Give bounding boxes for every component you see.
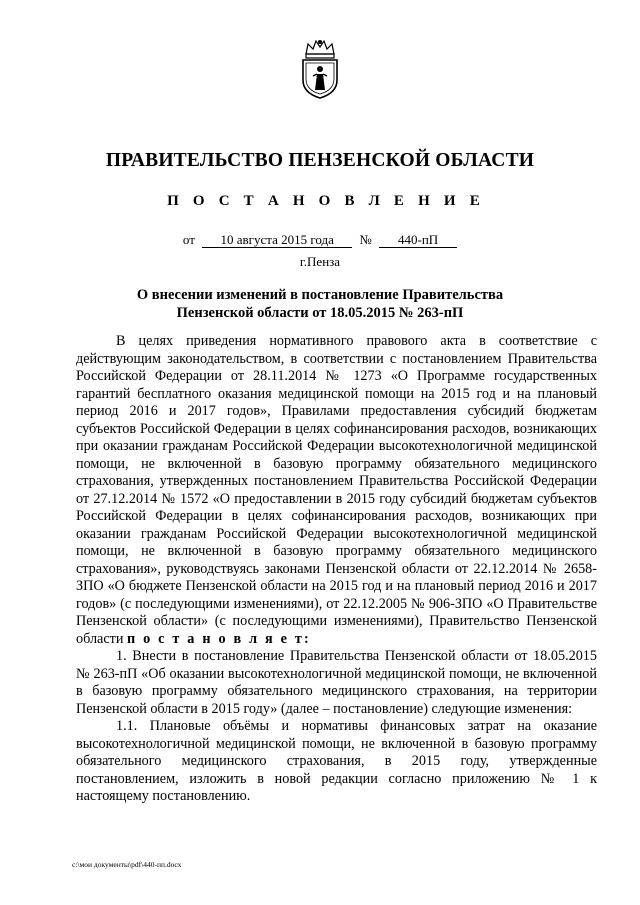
date-number-line bbox=[0, 232, 640, 248]
document-number: 440-пП bbox=[379, 233, 457, 248]
document-body bbox=[76, 333, 597, 806]
city: г.Пенза bbox=[299, 254, 341, 269]
subject-line-2: Пензенской области от 18.05.2015 № 263-пП bbox=[176, 304, 464, 321]
paragraph-preamble bbox=[76, 333, 597, 648]
paragraph-1-1: 1.1. Плановые объёмы и нормативы финансовых затрат на оказание высокотехнологичной медицинской помощи, не включенной в базовую программу обязательного медицинского страхования, в 2015 году, утвержденные постановлением, изложить в новой редакции согласно приложению № 1 к настоящему постановлению. bbox=[76, 718, 597, 804]
resolves-keyword: п о с т а н о в л я е т: bbox=[126, 630, 311, 647]
preamble-text: В целях приведения нормативного правового акта в соответствие с действующим законодательством, в соответствии с постановлением Правительства Российской Федерации от 28.11.2014 № 1273 «О Программе государственных гарантий бесплатного оказания медицинской помощи на 2015 год и на плановый период 2016 и 2017 годов», Правилами предоставления субсидий бюджетам субъектов Российской Федерации в целях софинансирования расходов, возникающих при оказании гражданам Российской Федерации высокотехнологичной медицинской помощи, не включенной в базовую программу обязательного медицинского страхования, утвержденных постановлением Правительства Российской Федерации от 27.12.2014 № 1572 «О предоставлении в 2015 году субсидий бюджетам субъектов Российской Федерации в целях софинансирования расходов, возникающих при оказании гражданам Российской Федерации высокотехнологичной медицинской помощи, не включенной в базовую программу обязательного медицинского страхования», руководствуясь законами Пензенской области от 22.12.2014 № 2658-ЗПО «О бюджете Пензенской области на 2015 год и на плановый период 2016 и 2017 годов» (с последующими изменениями), от 22.12.2005 № 906-ЗПО «О Правительстве Пензенской области» (с последующими изменениями), Правительство Пензенской области bbox=[76, 333, 597, 647]
government-title: ПРАВИТЕЛЬСТВО ПЕНЗЕНСКОЙ ОБЛАСТИ bbox=[105, 150, 535, 171]
coat-of-arms-icon bbox=[296, 38, 344, 100]
subject-line-1: О внесении изменений в постановление Правительства bbox=[136, 287, 504, 303]
document-type: П О С Т А Н О В Л Е Н И Е bbox=[167, 193, 485, 209]
date-prefix: от bbox=[182, 232, 195, 247]
document-subject bbox=[0, 287, 640, 322]
file-path-footer: c:\мои документы\pdf\440-пп.docx bbox=[72, 860, 182, 869]
number-prefix: № bbox=[359, 232, 372, 247]
paragraph-1: 1. Внести в постановление Правительства Пензенской области от 18.05.2015 № 263-пП «Об оказании высокотехнологичной медицинской помощи, не включенной в базовую программу обязательного медицинского страхования, на территории Пензенской области в 2015 году» (далее – постановление) следующие изменения: bbox=[76, 648, 597, 717]
document-date: 10 августа 2015 года bbox=[202, 233, 352, 248]
